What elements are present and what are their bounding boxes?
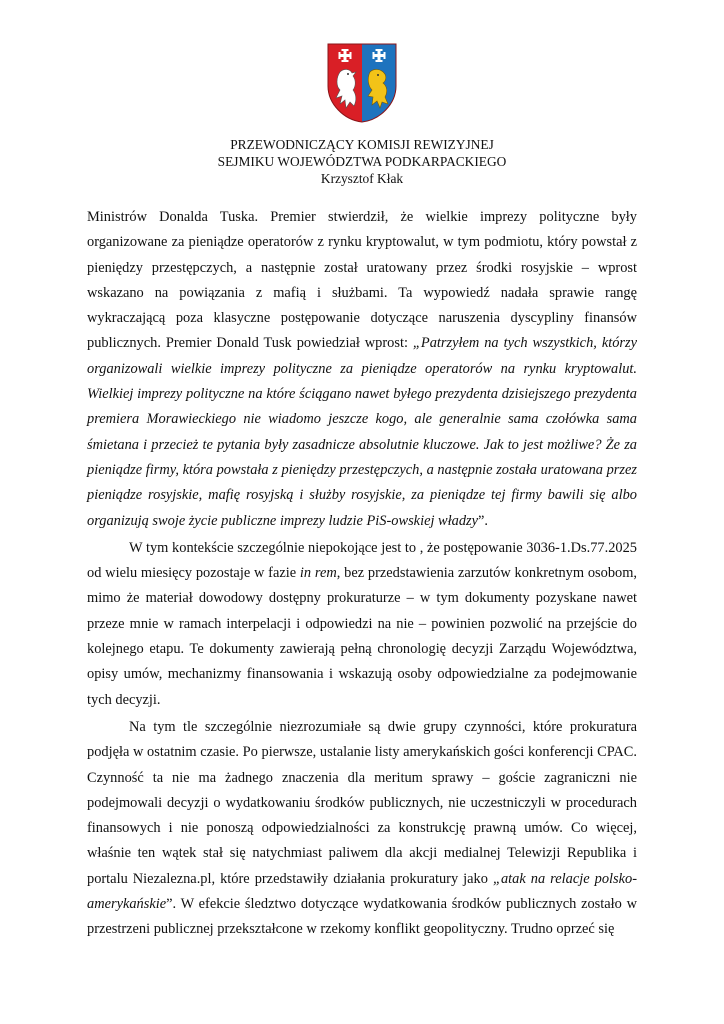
- podkarpackie-coat-of-arms-logo: [326, 42, 398, 124]
- paragraph-1: [87, 205, 637, 534]
- paragraph-3: [87, 715, 637, 943]
- tusk-quote: „Patrzyłem na tych wszystkich, którzy organizowali wielkie imprezy polityczne za pieniądze operatorów na rynku kryptowalut. Wielkiej imprezy polityczne na które ściągano nawet byłego prezydenta dzisiejszego prezydenta premiera Morawieckiego nie wiadomo jeszcze kogo, ale generalnie sama czołówka sama śmietana i przecież te pytania były zasadnicze absolutnie kluczowe. Jak to jest możliwe? Że za pieniądze firmy, która powstała z pieniędzy przestępczych, a następnie została uratowana przez pieniądze rosyjskie, mafię rosyjską i służby rosyjskie, za pieniądze tej firmy bawili się albo organizują swoje życie publiczne imprezy ludzie PiS-owskiej władzy: [87, 335, 637, 529]
- letterhead-title-line-2: SEJMIKU WOJEWÓDZTWA PODKARPACKIEGO: [217, 154, 507, 170]
- letterhead-author-name: Krzysztof Kłak: [320, 171, 404, 187]
- letterhead-title-line-1: PRZEWODNICZĄCY KOMISJI REWIZYJNEJ: [230, 137, 494, 152]
- paragraph-2-text-b: , bez przedstawienia zarzutów konkretnym osobom, mimo że materiał dowodowy dostępny prokuraturze – w tym dokumenty pozyskane nawet przeze mnie w ramach interpelacji i odpowiedzi na nie – powinien pozwolić na przejście do kolejnego etapu. Te dokumenty zawierają pełną chronologię decyzji Zarządu Województwa, opisy umów, mechanizmy finansowania i wskazują osoby odpowiedzialne za podejmowanie tych decyzji.: [87, 565, 637, 708]
- paragraph-2: [87, 536, 637, 713]
- paragraph-2-text-a: W tym kontekście szczególnie niepokojące jest to , że postępowanie 3036-1.Ds.77.2025 od wielu miesięcy pozostaje w fazie: [87, 539, 637, 582]
- paragraph-3-emphasis: „atak na relacje polsko-amerykańskie: [87, 870, 637, 913]
- paragraph-2-emphasis: in rem: [299, 565, 337, 582]
- paragraph-3-text-b: ”. W efekcie śledztwo dotyczące wydatkowania środków publicznych zostało w przestrzeni publicznej przekształcone w rzekomy konflikt geopolityczny. Trudno oprzeć się: [87, 896, 637, 938]
- letter-body: [87, 205, 637, 943]
- paragraph-1-end: ”.: [478, 512, 489, 529]
- letterhead: [0, 136, 724, 188]
- paragraph-3-text-a: Na tym tle szczególnie niezrozumiałe są dwie grupy czynności, które prokuratura podjęła w ostatnim czasie. Po pierwsze, ustalanie listy amerykańskich gości konferencji CPAC. Czynność ta nie ma żadnego znaczenia dla meritum sprawy – goście zagraniczni nie podejmowali decyzji o wydatkowaniu środków publicznych, nie uczestniczyli w procedurach finansowych i nie ponoszą odpowiedzialności za konstrukcję prawną umów. Co więcej, właśnie ten wątek stał się natychmiast paliwem dla akcji medialnej Telewizji Republika i portalu Niezalezna.pl, które przedstawiły działania prokuratury jako: [87, 718, 637, 887]
- paragraph-1-text: Ministrów Donalda Tuska. Premier stwierdził, że wielkie imprezy polityczne były organizowane za pieniądze operatorów z rynku kryptowalut, w tym podmiotu, który powstał z pieniędzy przestępczych, a następnie został uratowany przez środki rosyjskie – wprost wskazano na powiązania z mafią i służbami. Ta wypowiedź nadała sprawie rangę wykraczającą poza klasyczne postępowanie dotyczące naruszenia dyscypliny finansów publicznych. Premier Donald Tusk powiedział wprost:: [87, 209, 637, 352]
